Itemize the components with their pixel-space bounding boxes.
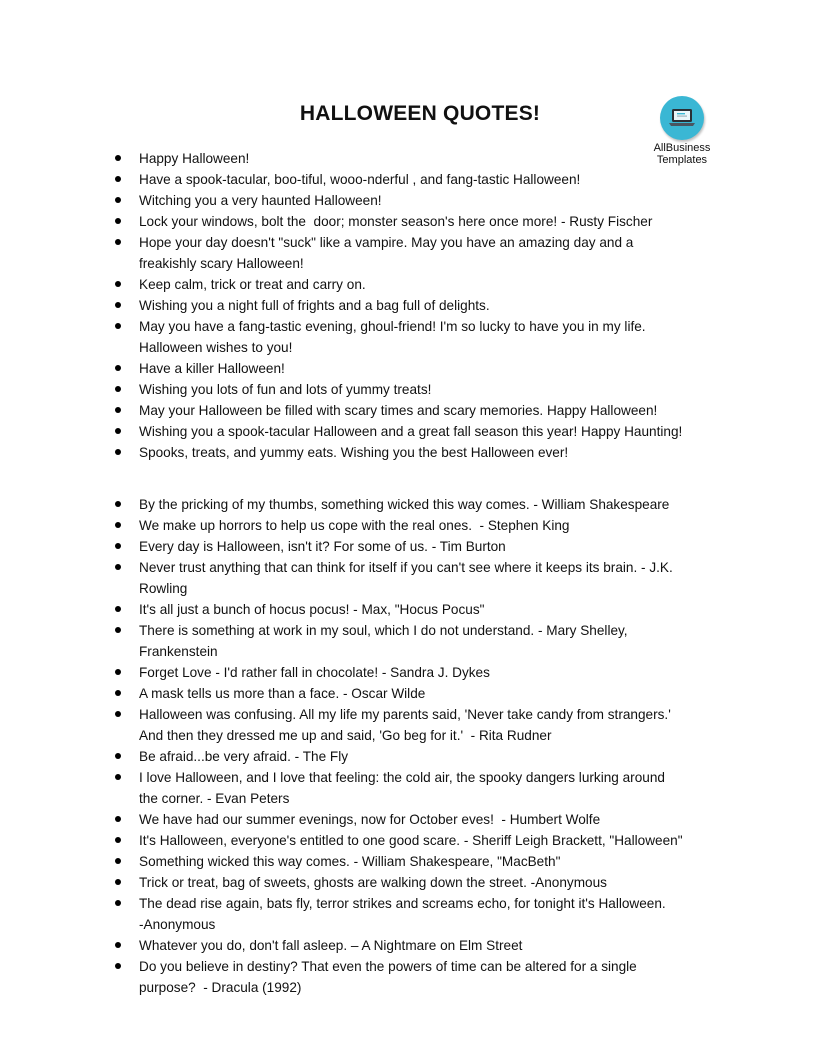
list-item-line: Have a spook-tacular, boo-tiful, wooo-nderful , and fang-tastic Halloween! (139, 172, 581, 187)
list-item-line: the corner. - Evan Peters (139, 791, 290, 806)
laptop-icon (660, 96, 704, 140)
bullet-icon (115, 449, 121, 455)
list-item (0, 169, 816, 190)
bullet-icon (115, 774, 121, 780)
list-item-line: There is something at work in my soul, which I do not understand. - Mary Shelley, (139, 623, 628, 638)
list-item-line: It's Halloween, everyone's entitled to one good scare. - Sheriff Leigh Brackett, "Halloween" (139, 833, 683, 848)
list-item (0, 274, 816, 295)
list-item (0, 536, 816, 557)
list-item (0, 358, 816, 379)
bullet-icon (115, 365, 121, 371)
list-item-line: The dead rise again, bats fly, terror strikes and screams echo, for tonight it's Halloween. (139, 896, 666, 911)
bullet-icon (115, 302, 121, 308)
list-item-line: Rowling (139, 581, 188, 596)
list-item-line: Witching you a very haunted Halloween! (139, 193, 382, 208)
bullet-icon (115, 900, 121, 906)
list-item-line: Frankenstein (139, 644, 218, 659)
list-item-line: Never trust anything that can think for itself if you can't see where it keeps its brain. - J.K. (139, 560, 673, 575)
list-item (0, 893, 816, 935)
list-item (0, 599, 816, 620)
list-item-line: Keep calm, trick or treat and carry on. (139, 277, 366, 292)
list-item (0, 211, 816, 232)
list-item-line: Wishing you lots of fun and lots of yummy treats! (139, 382, 432, 397)
list-item (0, 400, 816, 421)
list-item (0, 557, 816, 599)
list-item-line: And then they dressed me up and said, 'Go beg for it.' - Rita Rudner (139, 728, 552, 743)
list-item (0, 704, 816, 746)
list-item (0, 851, 816, 872)
list-item (0, 190, 816, 211)
bullet-icon (115, 218, 121, 224)
list-item-line: A mask tells us more than a face. - Oscar Wilde (139, 686, 426, 701)
list-item-line: -Anonymous (139, 917, 216, 932)
list-item (0, 662, 816, 683)
list-item-line: We make up horrors to help us cope with the real ones. - Stephen King (139, 518, 570, 533)
brand-line-2: Templates (656, 154, 708, 166)
list-item (0, 232, 816, 274)
list-item-line: Lock your windows, bolt the door; monster season's here once more! - Rusty Fischer (139, 214, 653, 229)
bullet-icon (115, 963, 121, 969)
list-item-line: Happy Halloween! (139, 151, 250, 166)
list-item-line: Do you believe in destiny? That even the powers of time can be altered for a single (139, 959, 637, 974)
bullet-icon (115, 176, 121, 182)
bullet-icon (115, 501, 121, 507)
wishes-list (0, 148, 816, 463)
list-item-line: Halloween was confusing. All my life my parents said, 'Never take candy from strangers.' (139, 707, 671, 722)
page-title: HALLOWEEN QUOTES! (299, 102, 541, 125)
bullet-icon (115, 155, 121, 161)
list-item-line: By the pricking of my thumbs, something wicked this way comes. - William Shakespeare (139, 497, 670, 512)
list-item (0, 295, 816, 316)
list-item (0, 620, 816, 662)
bullet-icon (115, 690, 121, 696)
list-item-line: Have a killer Halloween! (139, 361, 285, 376)
list-item-line: Wishing you a spook-tacular Halloween and a great fall season this year! Happy Haunting! (139, 424, 683, 439)
bullet-icon (115, 323, 121, 329)
list-item-line: Hope your day doesn't "suck" like a vampire. May you have an amazing day and a (139, 235, 634, 250)
bullet-icon (115, 879, 121, 885)
list-item-line: We have had our summer evenings, now for October eves! - Humbert Wolfe (139, 812, 601, 827)
list-item (0, 872, 816, 893)
bullet-icon (115, 386, 121, 392)
bullet-icon (115, 428, 121, 434)
list-item (0, 379, 816, 400)
list-item-line: It's all just a bunch of hocus pocus! - Max, "Hocus Pocus" (139, 602, 485, 617)
bullet-icon (115, 837, 121, 843)
list-item (0, 956, 816, 998)
list-item-line: Trick or treat, bag of sweets, ghosts are walking down the street. -Anonymous (139, 875, 607, 890)
list-item-line: I love Halloween, and I love that feeling: the cold air, the spooky dangers lurking around (139, 770, 665, 785)
bullet-icon (115, 942, 121, 948)
list-item (0, 148, 816, 169)
bullet-icon (115, 407, 121, 413)
list-item-line: Wishing you a night full of frights and a bag full of delights. (139, 298, 490, 313)
list-item-line: Something wicked this way comes. - William Shakespeare, "MacBeth" (139, 854, 561, 869)
bullet-icon (115, 239, 121, 245)
list-item (0, 830, 816, 851)
list-item (0, 494, 816, 515)
bullet-icon (115, 522, 121, 528)
list-item-line: freakishly scary Halloween! (139, 256, 304, 271)
bullet-icon (115, 711, 121, 717)
list-item-line: Spooks, treats, and yummy eats. Wishing you the best Halloween ever! (139, 445, 569, 460)
list-item (0, 442, 816, 463)
list-item (0, 935, 816, 956)
brand-line-1: AllBusiness (653, 142, 711, 154)
list-item (0, 316, 816, 358)
bullet-icon (115, 858, 121, 864)
bullet-icon (115, 816, 121, 822)
list-item-line: May your Halloween be filled with scary times and scary memories. Happy Halloween! (139, 403, 658, 418)
bullet-icon (115, 606, 121, 612)
list-item (0, 683, 816, 704)
list-item-line: Halloween wishes to you! (139, 340, 293, 355)
bullet-icon (115, 543, 121, 549)
list-item (0, 746, 816, 767)
list-item-line: May you have a fang-tastic evening, ghoul-friend! I'm so lucky to have you in my life. (139, 319, 646, 334)
list-item (0, 809, 816, 830)
list-item-line: Every day is Halloween, isn't it? For some of us. - Tim Burton (139, 539, 506, 554)
bullet-icon (115, 281, 121, 287)
bullet-icon (115, 627, 121, 633)
bullet-icon (115, 669, 121, 675)
list-item (0, 767, 816, 809)
list-item-line: purpose? - Dracula (1992) (139, 980, 302, 995)
bullet-icon (115, 564, 121, 570)
bullet-icon (115, 197, 121, 203)
list-item (0, 515, 816, 536)
list-item-line: Be afraid...be very afraid. - The Fly (139, 749, 349, 764)
list-item-line: Whatever you do, don't fall asleep. – A Nightmare on Elm Street (139, 938, 523, 953)
quotes-list (0, 494, 816, 998)
list-item-line: Forget Love - I'd rather fall in chocolate! - Sandra J. Dykes (139, 665, 490, 680)
list-item (0, 421, 816, 442)
bullet-icon (115, 753, 121, 759)
